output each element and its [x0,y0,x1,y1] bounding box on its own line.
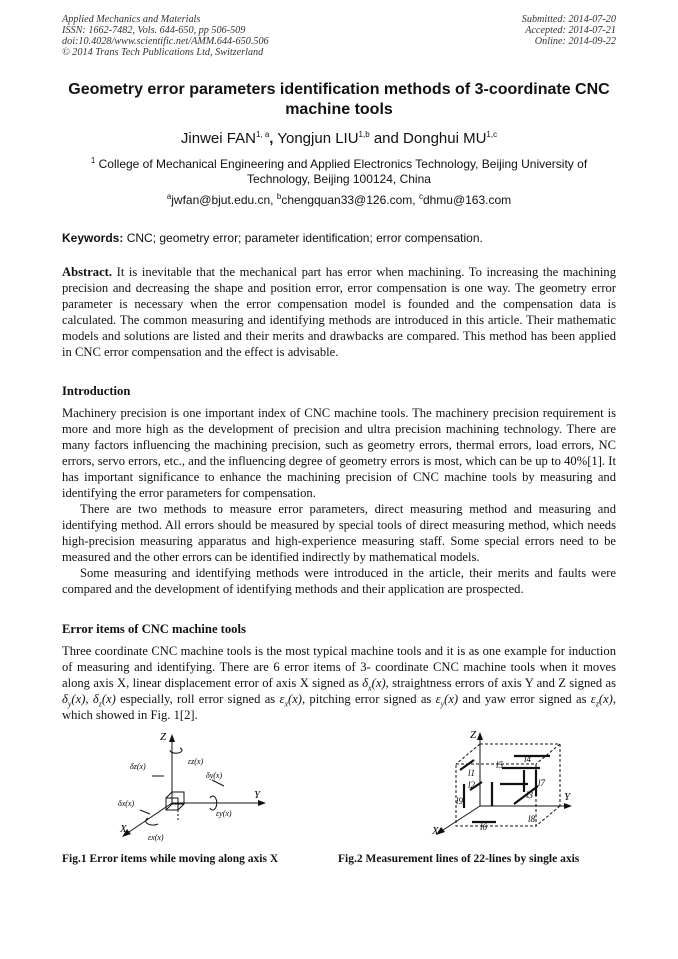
errors-text-e: and yaw error signed as [462,692,587,706]
fig1-ez-label: εz(x) [188,757,204,766]
issn: ISSN: 1662-7482, Vols. 644-650, pp 506-509 [62,25,246,36]
author-2: Yongjun LIU [277,130,359,147]
intro-paragraph-3: Some measuring and identifying methods were introduced in the article, their merits and faults were compared and the development of identifying methods and their application are prospected. [62,566,616,596]
fig2-l4: l4 [524,754,532,764]
errors-text-c: especially, roll error signed as [120,692,276,706]
author-1-sup: 1, a [255,130,270,139]
email-b[interactable]: chengquan33@126.com, [281,193,416,207]
fig1-ex-label: εx(x) [148,833,164,842]
author-2-sup: 1,b [358,130,370,139]
abstract [62,264,616,360]
fig1-cube [166,792,184,810]
accepted-date: Accepted: 2014-07-21 [525,25,616,36]
fig2-y-label: Y [564,791,571,803]
paper-title: Geometry error parameters identification methods of 3-coordinate CNC machine tools [68,81,610,118]
email-b-sup: b [276,192,282,201]
copyright: © 2014 Trans Tech Publications Ltd, Switzerland [62,47,264,58]
abstract-label: Abstract. [62,265,113,279]
fig2-l3: l3 [526,790,534,800]
email-a[interactable]: jwfan@bjut.edu.cn, [171,193,274,207]
delta-z-symbol: $\delta_z(x)$ [92,692,116,709]
intro-paragraph-1: Machinery precision is one important index of CNC machine tools. The machinery precision requirement is more and more high as the development of precision and ultra precision machining technology. There are many factors influencing the machining precision, such as geometry errors, thermal errors, load errors, NC errors, servo errors, etc., and the influencing degree of geometry errors is most, which can be up to 40%[1]. It has important significance to enhance the machining precision of CNC machine tools by measuring and identifying the error parameters for compensation. [62,406,616,500]
email-a-sup: a [166,192,172,201]
eps-x-symbol: $\varepsilon_x(x)$ [279,692,302,709]
fig1-y-label: Y [254,789,261,801]
author-list: Jinwei FAN$^{1, a}$, Yongjun LIU$^{1,b}$ and Donghui MU$^{1,c}$ [180,130,498,147]
fig2-x-label: X [432,825,439,837]
errors-paragraph: Three coordinate CNC machine tools is the most typical machine tools and it is as one example for induction of measuring and identifying. There are 6 error items of 3- coordinate CNC machine tools when it moves along axis X, linear displacement error of axis X signed as $\delta_x(x)$, straightness errors of axis Y and Z signed as $\delta_y(x)$, $\delta_z(x)$ especially, roll error signed as $\varepsilon_x(x)$, pitching error signed as $\varepsilon_y(x)$ and yaw error signed as $\varepsilon_z(x)$, which showed in Fig. 1[2]. [62,644,617,722]
intro-body [62,405,616,597]
eps-y-symbol: $\varepsilon_y(x)$ [435,692,459,709]
email-c[interactable]: dhmu@163.com [422,193,512,207]
submitted-date: Submitted: 2014-07-20 [521,14,616,25]
author-1: Jinwei FAN [180,130,256,147]
dates-header [522,14,616,47]
fig2-l6: l6 [480,822,488,832]
abstract-text: It is inevitable that the mechanical part has error when machining. To increasing the machining precision and decreasing the shape and position error, error compensation is one way. The geometry error parameter is necessary when the error compensation model is founded and the compensation data is calculated. The common measuring and identifying methods are introduced in this article. Their mathematic models and solutions are listed and their merits and drawbacks are compared. This method has been applied in CNC error compensation and the effect is advisable. [62,265,616,359]
fig1-z-label: Z [160,731,167,743]
affiliation-sup: 1 [90,156,96,165]
email-list [62,193,616,208]
keywords-text: CNC; geometry error; parameter identification; error compensation. [126,231,483,245]
errors-text-f: , which showed in Fig. 1[2]. [62,692,617,722]
fig2-l9: l9 [456,796,464,806]
journal-name: Applied Mechanics and Materials [62,14,201,25]
fig1-z-arrow [169,734,175,742]
email-c-sup: c [418,192,423,201]
errors-text-b: , straightness errors of axis Y and Z signed as [385,676,616,690]
keywords [62,231,616,246]
intro-paragraph-2: There are two methods to measure error parameters, direct measuring method and measuring and identifying method. All errors should be measured by special tools of direct measuring method, which needs high-precision measuring apparatus and high-experience measuring staff. Some special errors need to be measured and the other errors can be identified indirectly by mathematical models. [62,502,616,564]
fig1-x-label: X [120,823,127,835]
journal-header [62,14,269,58]
doi: doi:10.4028/www.scientific.net/AMM.644-650.506 [62,36,269,47]
figure-2-caption: Fig.2 Measurement lines of 22-lines by single axis [338,853,580,865]
fig2-l2: l2 [468,780,476,790]
fig2-l8: l8 [528,814,536,824]
author-and: and [373,130,399,147]
fig2-l5: l5 [496,760,504,770]
eps-z-symbol: $\varepsilon_z(x)$ [590,692,613,709]
errors-heading: Error items of CNC machine tools [62,622,246,636]
fig2-l1: l1 [468,768,476,778]
delta-y-symbol: $\delta_y(x)$ [62,692,86,709]
fig2-z-label: Z [470,729,477,741]
figure-1-caption: Fig.1 Error items while moving along axis X [62,853,279,865]
figure-2-diagram [420,726,580,846]
errors-text-a: Three coordinate CNC machine tools is the most typical machine tools and it is as one example for induction of measuring and identifying. There are 6 error items of 3- coordinate CNC machine tools when it moves along axis X, linear displacement error of axis X signed as [62,644,616,690]
intro-heading: Introduction [62,384,131,398]
author-3: Donghui MU [403,130,487,147]
delta-x-symbol: $\delta_x(x)$ [362,676,386,693]
fig1-ey-label: εy(x) [216,809,232,818]
online-date: Online: 2014-09-22 [534,36,616,47]
fig1-dz-label: δz(x) [130,762,146,771]
fig2-l7: l7 [538,778,546,788]
affiliation [62,157,616,187]
errors-text-d: , pitching error signed as [301,692,432,706]
fig1-dx-label: δx(x) [118,799,135,808]
keywords-label: Keywords: [62,231,124,245]
figure-1-diagram [112,728,272,848]
affiliation-text: College of Mechanical Engineering and Applied Electronics Technology, Beijing University of Technology, Beijing 100124, China [98,157,588,186]
fig1-dy-label: δy(x) [206,771,223,780]
author-3-sup: 1,c [486,130,498,139]
